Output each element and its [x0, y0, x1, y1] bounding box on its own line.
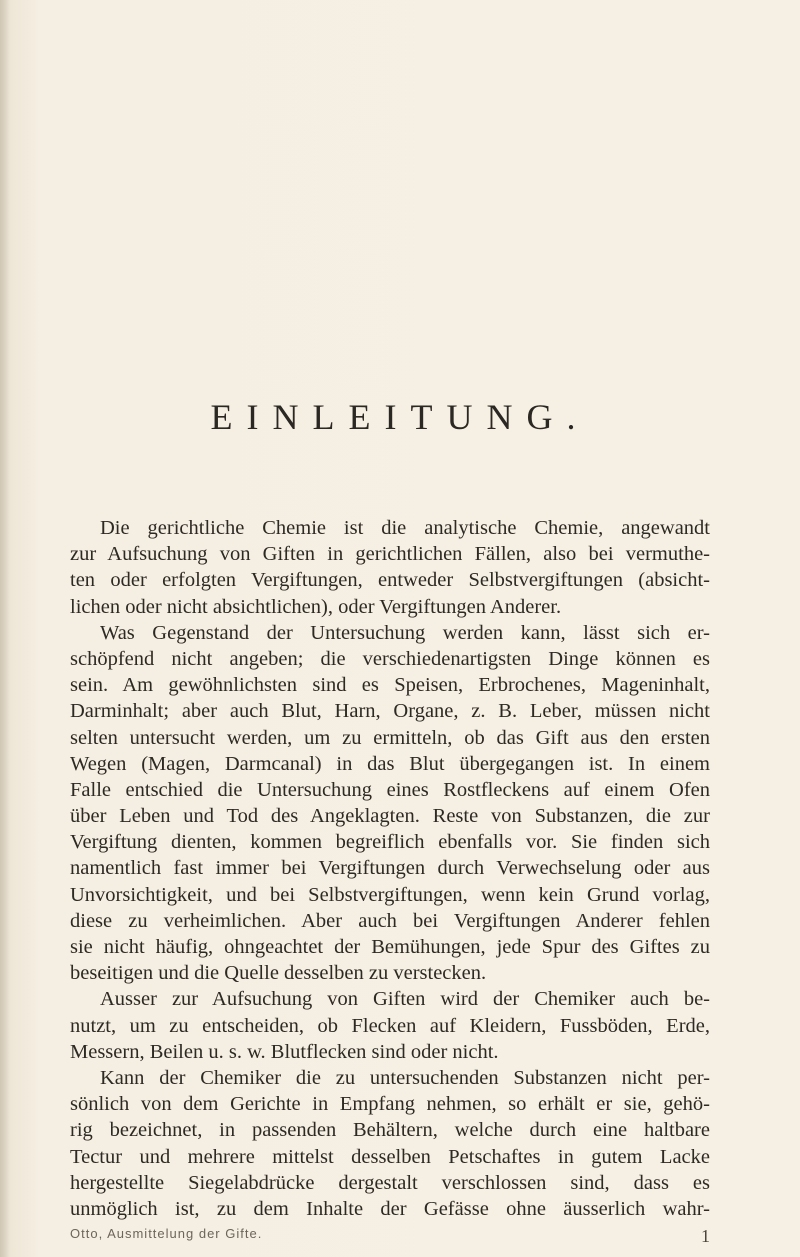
text-line: Darminhalt; aber auch Blut, Harn, Organe, z. B. Leber, müssen nicht [70, 700, 710, 723]
text-line: rig bezeichnet, in passenden Behältern, welche durch eine haltbare [70, 1119, 710, 1142]
text-line: Wegen (Magen, Darmcanal) in das Blut übergegangen ist. In einem [70, 752, 710, 775]
text-line: Falle entschied die Untersuchung eines Rostfleckens auf einem Ofen [70, 778, 710, 801]
text-line: Ausser zur Aufsuchung von Giften wird der Chemiker auch be- [100, 988, 710, 1011]
paragraph [70, 1065, 710, 1222]
text-line: zur Aufsuchung von Giften in gerichtlichen Fällen, also bei vermuthe- [70, 543, 710, 566]
paragraph [70, 515, 710, 620]
sheet-signature: 1 [701, 1226, 710, 1246]
page-footer [70, 1226, 710, 1246]
text-line: Messern, Beilen u. s. w. Blutflecken sind oder nicht. [70, 1040, 499, 1063]
footer-author-line: Otto, Ausmittelung der Gifte. [70, 1226, 263, 1241]
text-line: nutzt, um zu entscheiden, ob Flecken auf Kleidern, Fussböden, Erde, [70, 1014, 710, 1037]
paragraph [70, 986, 710, 1065]
text-line: namentlich fast immer bei Vergiftungen durch Verwechselung oder aus [70, 857, 710, 880]
text-line: hergestellte Siegelabdrücke dergestalt verschlossen sind, dass es [70, 1171, 710, 1194]
text-line: schöpfend nicht angeben; die verschiedenartigsten Dinge können es [70, 647, 710, 670]
text-line: selten untersucht werden, um zu ermitteln, ob das Gift aus den ersten [70, 726, 710, 749]
text-line: ten oder erfolgten Vergiftungen, entweder Selbstvergiftungen (absicht- [70, 569, 710, 592]
body-text [70, 515, 710, 1222]
text-line: Unvorsichtigkeit, und bei Selbstvergiftungen, wenn kein Grund vorlag, [70, 883, 710, 906]
paragraph [70, 620, 710, 987]
chapter-heading: EINLEITUNG. [210, 397, 590, 437]
text-line: Vergiftung dienten, kommen begreiflich ebenfalls vor. Sie finden sich [70, 831, 710, 854]
text-line: lichen oder nicht absichtlichen), oder Vergiftungen Anderer. [70, 595, 562, 618]
text-line: Die gerichtliche Chemie ist die analytische Chemie, angewandt [100, 517, 710, 539]
text-line: über Leben und Tod des Angeklagten. Reste von Substanzen, die zur [70, 805, 710, 828]
text-line: diese zu verheimlichen. Aber auch bei Vergiftungen Anderer fehlen [70, 909, 710, 932]
text-line: unmöglich ist, zu dem Inhalte der Gefässe ohne äusserlich wahr- [70, 1197, 710, 1220]
text-line: Kann der Chemiker die zu untersuchenden Substanzen nicht per- [100, 1066, 710, 1089]
text-line: sie nicht häufig, ohngeachtet der Bemühungen, jede Spur des Giftes zu [70, 936, 710, 958]
text-line: beseitigen und die Quelle desselben zu verstecken. [70, 962, 487, 985]
binding-gutter [0, 0, 10, 1257]
text-line: Was Gegenstand der Untersuchung werden kann, lässt sich er- [100, 621, 710, 644]
text-line: sönlich von dem Gerichte in Empfang nehmen, so erhält er sie, gehö- [70, 1093, 710, 1116]
text-line: Tectur und mehrere mittelst desselben Petschaftes in gutem Lacke [70, 1145, 710, 1168]
text-line: sein. Am gewöhnlichsten sind es Speisen, Erbrochenes, Mageninhalt, [70, 674, 710, 697]
